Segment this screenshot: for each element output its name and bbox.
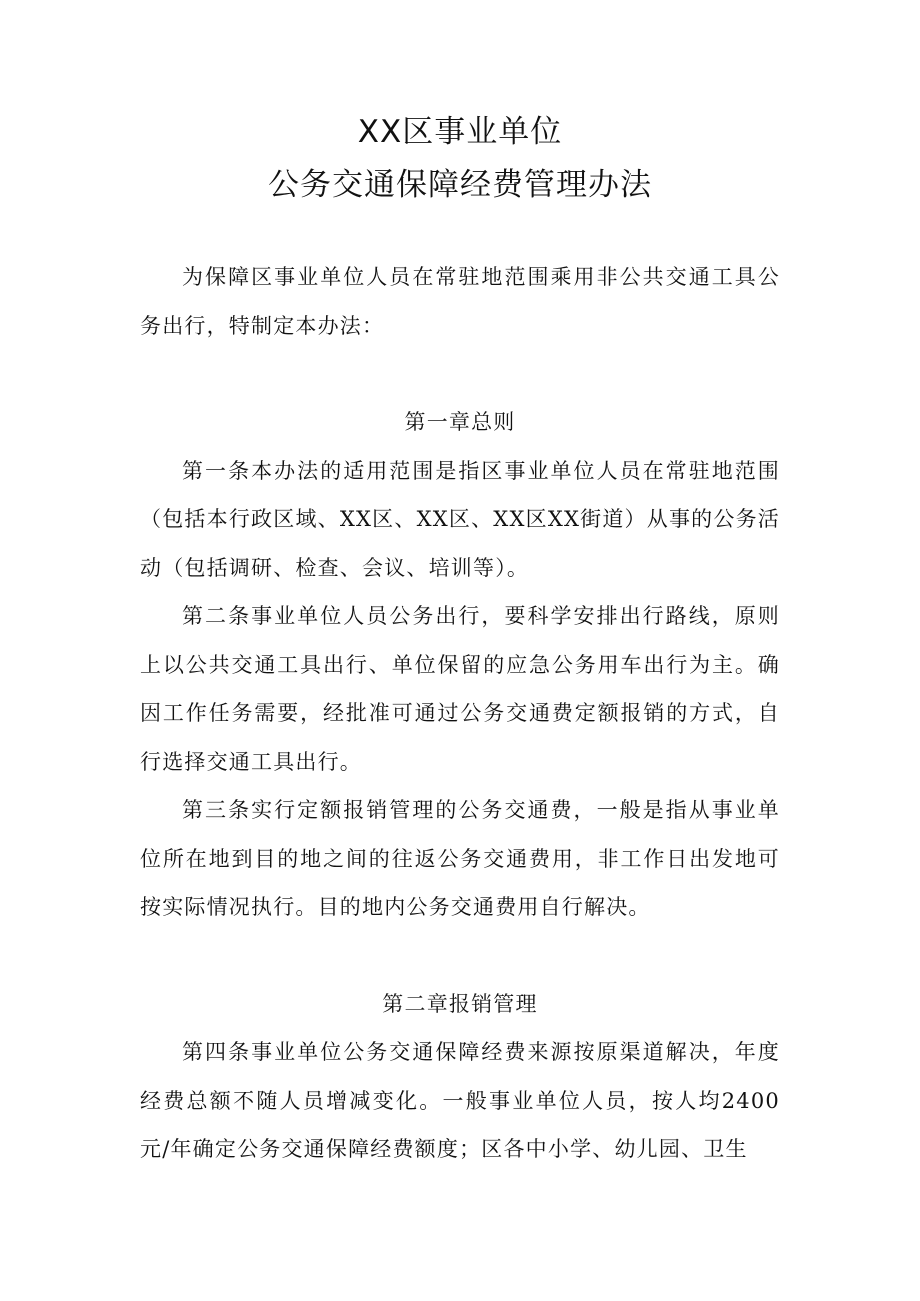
chapter-2-heading: 第二章报销管理	[382, 991, 538, 1016]
article-4: 第四条事业单位公务交通保障经费来源按原渠道解决，年度经费总额不随人员增减变化。一般事业单位人员，按人均2400元/年确定公务交通保障经费额度；区各中小学、幼儿园、卫生	[140, 1040, 780, 1161]
article-3: 第三条实行定额报销管理的公务交通费，一般是指从事业单位所在地到目的地之间的往返公务交通费用，非工作日出发地可按实际情况执行。目的地内公务交通费用自行解决。	[140, 798, 780, 919]
document-title-line-2: 公务交通保障经费管理办法	[268, 167, 652, 203]
article-1: 第一条本办法的适用范围是指区事业单位人员在常驻地范围（包括本行政区域、XX区、XX区、XX区XX街道）从事的公务活动（包括调研、检查、会议、培训等）。	[140, 458, 780, 580]
chapter-1-heading: 第一章总则	[404, 410, 516, 434]
document-body	[140, 253, 780, 1174]
document-title-line-1: XX区事业单位	[357, 114, 563, 150]
article-2: 第二条事业单位人员公务出行，要科学安排出行路线，原则上以公共交通工具出行、单位保留的应急公务用车出行为主。确因工作任务需要，经批准可通过公务交通费定额报销的方式，自行选择交通工具出行。	[140, 604, 780, 774]
intro-paragraph: 为保障区事业单位人员在常驻地范围乘用非公共交通工具公务出行，特制定本办法：	[140, 265, 780, 338]
